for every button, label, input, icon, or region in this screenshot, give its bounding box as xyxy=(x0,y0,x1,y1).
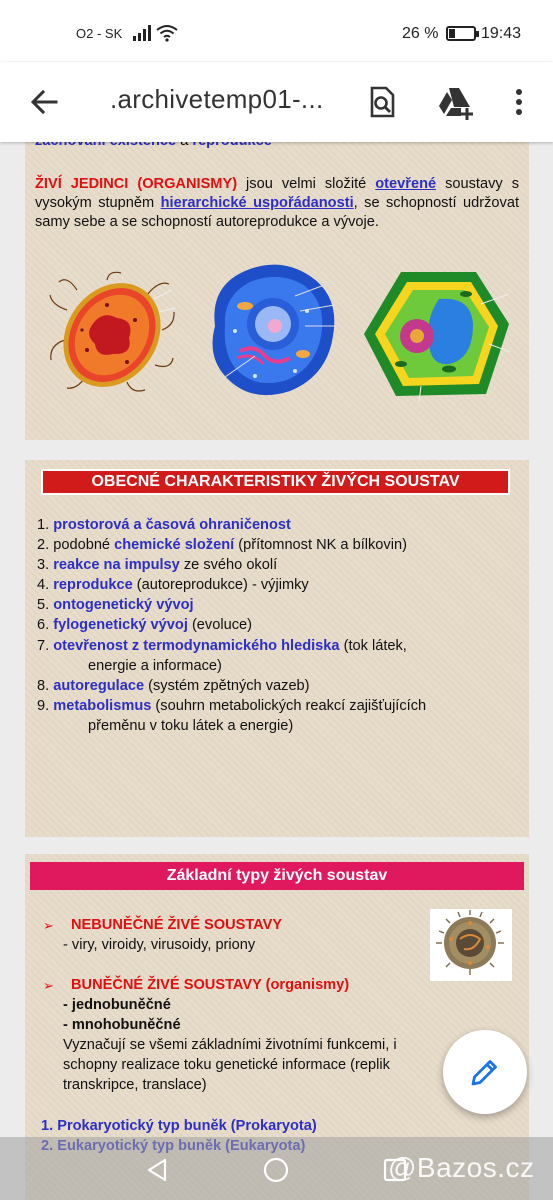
characteristic-blue: metabolismus xyxy=(53,697,152,714)
characteristics-list xyxy=(37,515,517,736)
app-bar xyxy=(0,62,553,142)
characteristic-num: 1. xyxy=(37,517,54,533)
status-bar xyxy=(0,0,553,62)
characteristic-blue: fylogenetický vývoj xyxy=(53,617,188,634)
plant-cell-icon xyxy=(361,264,511,404)
edit-pencil-icon xyxy=(469,1056,501,1088)
animal-cell-icon xyxy=(195,256,345,406)
slide-1 xyxy=(25,122,529,440)
term-open: otevřené xyxy=(375,176,437,192)
para-text-3: , se schopností udržovat samy sebe a se schopností autoreprodukce a vývoje. xyxy=(35,195,520,230)
characteristic-item xyxy=(37,555,517,575)
bullet-arrow: ➢ xyxy=(43,918,54,933)
bullet-arrow: ➢ xyxy=(43,978,54,993)
battery-percent: 26 % xyxy=(402,25,439,42)
signal-icon xyxy=(132,24,152,42)
characteristic-num: 7. xyxy=(37,637,54,654)
add-to-drive-icon[interactable] xyxy=(434,82,474,122)
characteristic-blue: reakce na impulsy xyxy=(53,557,180,574)
wifi-icon xyxy=(156,24,178,42)
characteristic-num: 2. xyxy=(37,537,54,554)
characteristic-blue: prostorová a časová ohraničenost xyxy=(53,517,291,533)
para-text-2: soustavy s vysokým stupněm xyxy=(35,176,519,211)
cellular-desc-2: schopny realizace toku genetické informace (replik xyxy=(63,1057,390,1073)
system-types-header: Základní typy živých soustav xyxy=(30,862,524,890)
characteristic-post: (autoreprodukce) - výjimky xyxy=(132,577,309,594)
characteristic-num: 9. xyxy=(37,697,54,714)
characteristic-pre: přeměnu v toku látek a energie) xyxy=(88,717,294,734)
non-cellular-line: - viry, viroidy, virusoidy, priony xyxy=(63,937,256,953)
multicellular-label: - mnohobuněčné xyxy=(63,1017,181,1033)
cellular-desc-1: Vyznačují se všemi základními životními funkcemi, i xyxy=(63,1037,397,1053)
characteristic-blue: ontogenetický vývoj xyxy=(53,597,194,614)
characteristic-post: (přítomnost NK a bílkovin) xyxy=(234,537,407,554)
characteristic-post: (evoluce) xyxy=(187,617,252,634)
characteristic-blue: otevřenost z termodynamického hlediska xyxy=(53,637,340,654)
characteristic-pre: energie a informace) xyxy=(88,657,222,674)
characteristic-item xyxy=(37,716,517,736)
nav-home-icon[interactable] xyxy=(262,1156,290,1184)
back-arrow-icon[interactable] xyxy=(26,84,62,120)
carrier-label: O2 - SK xyxy=(76,26,123,41)
virus-illustration-icon xyxy=(430,909,512,981)
characteristic-blue: reprodukce xyxy=(53,577,133,594)
characteristic-num: 3. xyxy=(37,557,54,574)
para-text-1: jsou velmi složité xyxy=(237,176,376,192)
edit-fab[interactable] xyxy=(443,1030,527,1114)
more-vert-icon[interactable] xyxy=(499,82,539,122)
characteristic-post: ze svého okolí xyxy=(179,557,278,574)
bacterium-cell-icon xyxy=(47,270,177,395)
characteristic-item xyxy=(37,595,517,615)
battery-icon xyxy=(446,26,476,41)
organisms-heading: ŽIVÍ JEDINCI (ORGANISMY) xyxy=(35,176,238,192)
unicellular-label: - jednobuněčné xyxy=(63,997,171,1013)
characteristic-item xyxy=(37,696,517,716)
characteristic-num: 8. xyxy=(37,677,54,694)
characteristic-post: (systém zpětných vazeb) xyxy=(144,677,310,694)
characteristic-post: (souhrn metabolických reakcí zajišťujících xyxy=(151,697,427,714)
cellular-desc-3: transkripce, translace) xyxy=(63,1077,207,1093)
battery-fill xyxy=(449,29,455,38)
prokaryota-item: 1. Prokaryotický typ buněk (Prokaryota) xyxy=(41,1118,317,1134)
organisms-paragraph xyxy=(35,175,519,232)
term-hierarchy: hierarchické uspořádanosti xyxy=(160,195,354,211)
characteristics-header: OBECNÉ CHARAKTERISTIKY ŽIVÝCH SOUSTAV xyxy=(41,469,510,495)
characteristic-pre: podobné xyxy=(53,537,115,554)
bazos-watermark: @Bazos.cz xyxy=(388,1152,535,1183)
characteristic-item xyxy=(37,615,517,635)
characteristic-blue: autoregulace xyxy=(53,677,145,694)
nav-back-icon[interactable] xyxy=(143,1156,171,1184)
cellular-title: BUNĚČNÉ ŽIVÉ SOUSTAVY (organismy) xyxy=(71,977,350,993)
characteristic-item xyxy=(37,656,517,676)
system-nav-bar xyxy=(0,1137,553,1200)
document-title: .archivetemp01-... xyxy=(110,84,324,114)
characteristic-num: 6. xyxy=(37,617,54,634)
characteristic-num: 4. xyxy=(37,577,54,594)
clock: 19:43 xyxy=(481,25,522,42)
characteristic-item xyxy=(37,515,517,535)
slide-2 xyxy=(25,460,529,837)
characteristic-post: (tok látek, xyxy=(339,637,407,654)
characteristic-item xyxy=(37,636,517,656)
characteristic-blue: chemické složení xyxy=(114,537,235,554)
characteristic-num: 5. xyxy=(37,597,54,614)
non-cellular-title: NEBUNĚČNÉ ŽIVÉ SOUSTAVY xyxy=(71,917,283,933)
characteristic-item xyxy=(37,535,517,555)
characteristic-item xyxy=(37,676,517,696)
search-document-icon[interactable] xyxy=(362,82,402,122)
characteristic-item xyxy=(37,575,517,595)
